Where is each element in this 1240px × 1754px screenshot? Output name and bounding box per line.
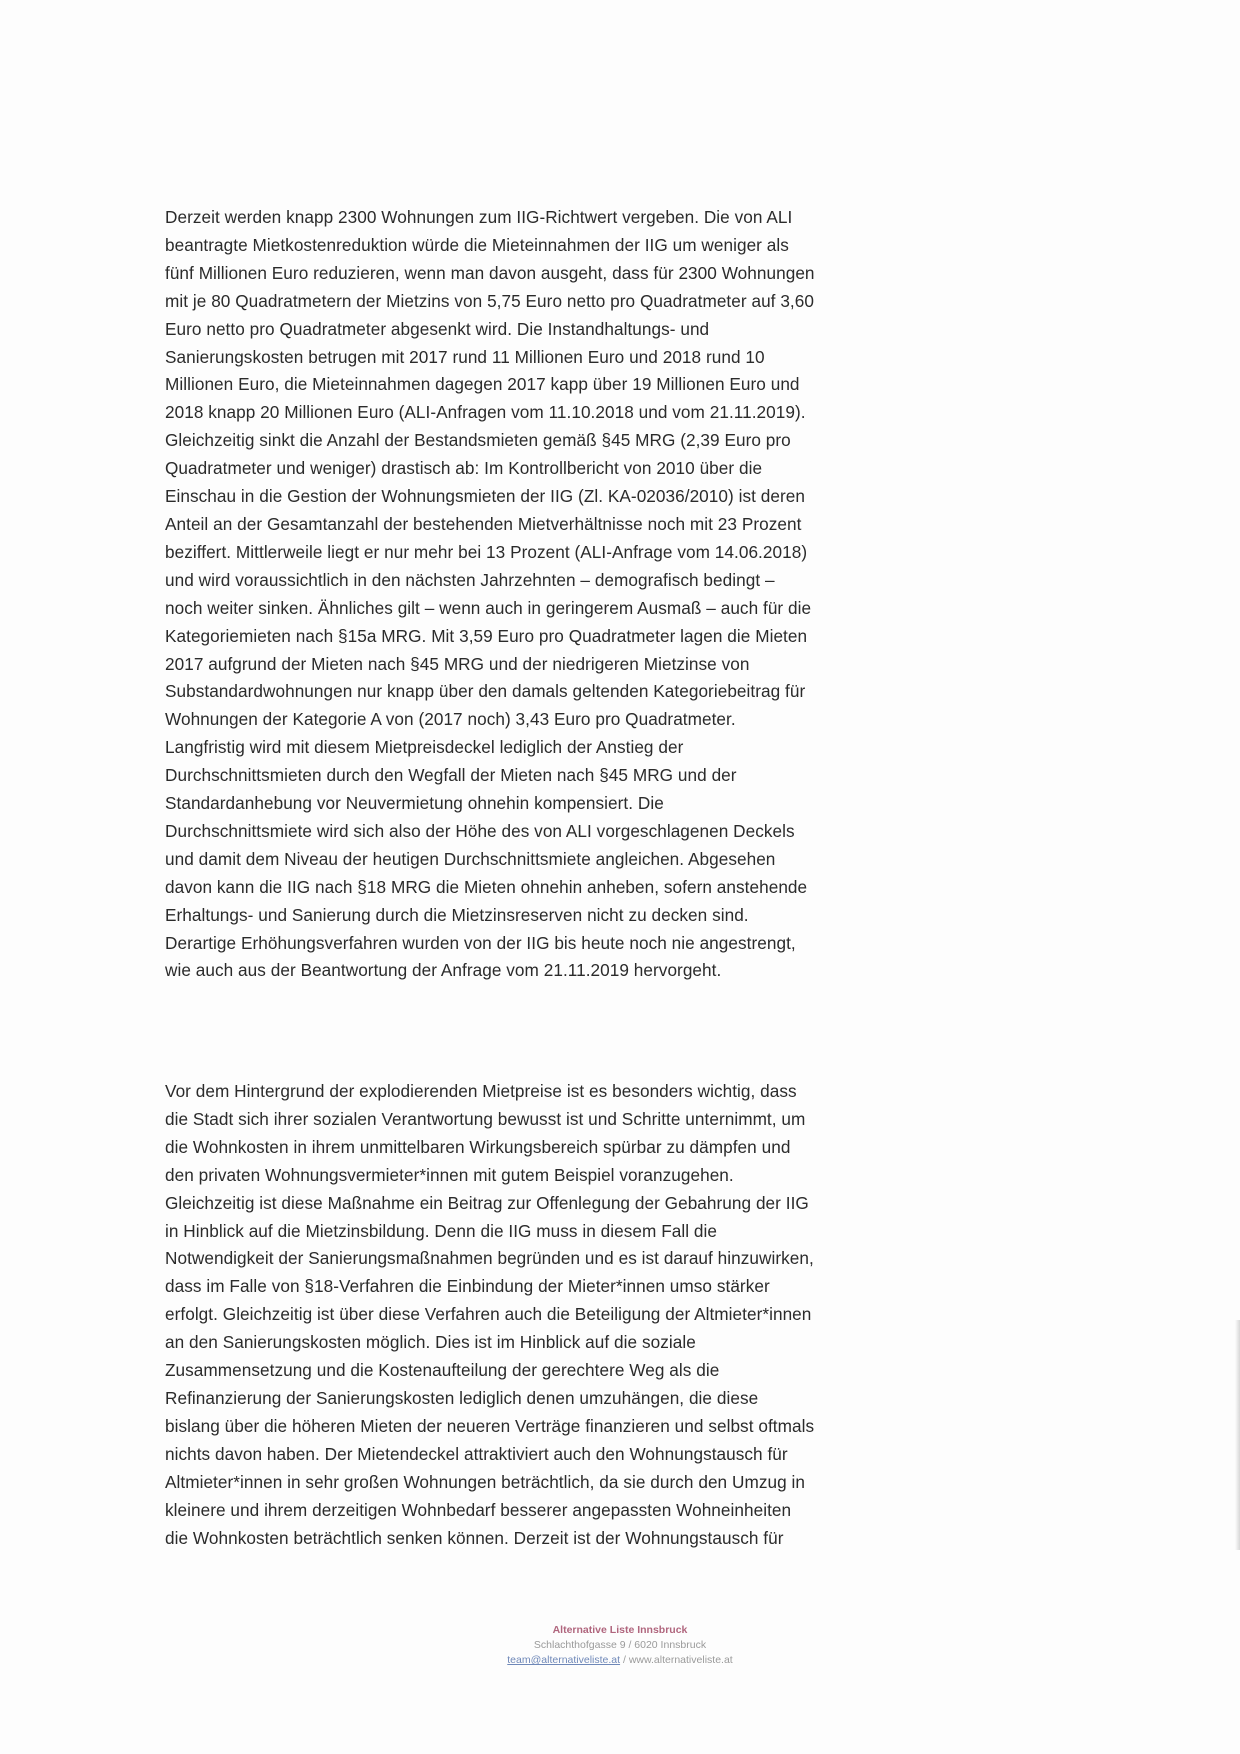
text-line: in Hinblick auf die Mietzinsbildung. Denn die IIG muss in diesem Fall die <box>165 1220 717 1241</box>
text-line: wie auch aus der Beantwortung der Anfrage vom 21.11.2019 hervorgeht. <box>165 960 722 981</box>
text-line: die Wohnkosten in ihrem unmittelbaren Wirkungsbereich spürbar zu dämpfen und <box>165 1136 791 1157</box>
text-line: davon kann die IIG nach §18 MRG die Mieten ohnehin anheben, sofern anstehende <box>165 876 808 897</box>
text-line: den privaten Wohnungsvermieter*innen mit gutem Beispiel voranzugehen. <box>165 1164 734 1185</box>
footer-website[interactable]: www.alternativeliste.at <box>628 1654 733 1666</box>
text-line: Derartige Erhöhungsverfahren wurden von der IIG bis heute noch nie angestrengt, <box>165 932 796 953</box>
footer-contact <box>0 1653 1240 1668</box>
text-line: dass im Falle von §18-Verfahren die Einbindung der Mieter*innen umso stärker <box>165 1276 770 1297</box>
text-line: Gleichzeitig sinkt die Anzahl der Bestandsmieten gemäß §45 MRG (2,39 Euro pro <box>165 430 791 451</box>
text-line: 2018 knapp 20 Millionen Euro (ALI-Anfragen vom 11.10.2018 und vom 21.11.2019). <box>165 402 806 423</box>
text-line: Vor dem Hintergrund der explodierenden Mietpreise ist es besonders wichtig, dass <box>165 1081 797 1101</box>
text-line: Anteil an der Gesamtanzahl der bestehenden Mietverhältnisse noch mit 23 Prozent <box>165 513 802 534</box>
footer-organization: Alternative Liste Innsbruck <box>552 1624 688 1636</box>
text-line: beziffert. Mittlerweile liegt er nur mehr bei 13 Prozent (ALI-Anfrage vom 14.06.2018) <box>165 541 808 562</box>
text-line: Substandardwohnungen nur knapp über den damals geltenden Kategoriebeitrag für <box>165 681 806 702</box>
text-line: Standardanhebung vor Neuvermietung ohnehin kompensiert. Die <box>165 793 664 814</box>
text-line: fünf Millionen Euro reduzieren, wenn man davon ausgeht, dass für 2300 Wohnungen <box>165 262 815 283</box>
text-line: Millionen Euro, die Mieteinnahmen dagegen 2017 kapp über 19 Millionen Euro und <box>165 374 800 395</box>
text-line: Sanierungskosten betrugen mit 2017 rund 11 Millionen Euro und 2018 rund 10 <box>165 346 765 367</box>
text-line: beantragte Mietkostenreduktion würde die Mieteinnahmen der IIG um weniger als <box>165 234 789 255</box>
text-line: Durchschnittsmieten durch den Wegfall der Mieten nach §45 MRG und der <box>165 765 737 786</box>
text-line: und damit dem Niveau der heutigen Durchschnittsmiete angleichen. Abgesehen <box>165 848 776 869</box>
text-line: Euro netto pro Quadratmeter abgesenkt wird. Die Instandhaltungs- und <box>165 318 710 339</box>
text-line: Refinanzierung der Sanierungskosten lediglich denen umzuhängen, die diese <box>165 1387 759 1408</box>
page-footer <box>0 1623 1240 1668</box>
footer-separator: / <box>620 1654 629 1666</box>
text-line: bislang über die höheren Mieten der neueren Verträge finanzieren und selbst oftmals <box>165 1415 815 1436</box>
text-line: 2017 aufgrund der Mieten nach §45 MRG und der niedrigeren Mietzinse von <box>165 653 750 674</box>
body-paragraph-1 <box>165 204 1075 985</box>
text-line: Durchschnittsmiete wird sich also der Höhe des von ALI vorgeschlagenen Deckels <box>165 820 795 841</box>
text-line: Langfristig wird mit diesem Mietpreisdeckel lediglich der Anstieg der <box>165 737 684 758</box>
text-line: Notwendigkeit der Sanierungsmaßnahmen begründen und es ist darauf hinzuwirken, <box>165 1248 814 1269</box>
text-line: und wird voraussichtlich in den nächsten Jahrzehnten – demografisch bedingt – <box>165 569 775 590</box>
text-line: Derzeit werden knapp 2300 Wohnungen zum IIG-Richtwert vergeben. Die von ALI <box>165 207 793 227</box>
text-line: die Wohnkosten beträchtlich senken können. Derzeit ist der Wohnungstausch für <box>165 1527 784 1548</box>
text-line: Gleichzeitig ist diese Maßnahme ein Beitrag zur Offenlegung der Gebahrung der IIG <box>165 1192 809 1213</box>
footer-email-link[interactable]: team@alternativeliste.at <box>507 1654 621 1666</box>
scan-edge-shadow <box>1235 1320 1240 1550</box>
text-line: kleinere und ihrem derzeitigen Wohnbedarf besserer angepassten Wohneinheiten <box>165 1499 792 1520</box>
text-line: die Stadt sich ihrer sozialen Verantwortung bewusst ist und Schritte unternimmt, um <box>165 1108 806 1129</box>
text-line: Erhaltungs- und Sanierung durch die Mietzinsreserven nicht zu decken sind. <box>165 904 749 925</box>
text-line: noch weiter sinken. Ähnliches gilt – wenn auch in geringerem Ausmaß – auch für die <box>165 597 812 618</box>
text-line: Wohnungen der Kategorie A von (2017 noch) 3,43 Euro pro Quadratmeter. <box>165 709 736 730</box>
footer-address: Schlachthofgasse 9 / 6020 Innsbruck <box>533 1639 707 1651</box>
text-line: Einschau in die Gestion der Wohnungsmieten der IIG (Zl. KA-02036/2010) ist deren <box>165 486 805 507</box>
text-line: Altmieter*innen in sehr großen Wohnungen beträchtlich, da sie durch den Umzug in <box>165 1471 805 1492</box>
text-line: erfolgt. Gleichzeitig ist über diese Verfahren auch die Beteiligung der Altmieter*innen <box>165 1304 812 1325</box>
text-line: Zusammensetzung und die Kostenaufteilung der gerechtere Weg als die <box>165 1360 720 1381</box>
body-paragraph-2 <box>165 1078 1075 1552</box>
text-line: an den Sanierungskosten möglich. Dies ist im Hinblick auf die soziale <box>165 1332 696 1353</box>
text-line: Quadratmeter und weniger) drastisch ab: Im Kontrollbericht von 2010 über die <box>165 458 763 479</box>
text-line: nichts davon haben. Der Mietendeckel attraktiviert auch den Wohnungstausch für <box>165 1443 788 1464</box>
text-line: Kategoriemieten nach §15a MRG. Mit 3,59 Euro pro Quadratmeter lagen die Mieten <box>165 625 808 646</box>
text-line: mit je 80 Quadratmetern der Mietzins von 5,75 Euro netto pro Quadratmeter auf 3,60 <box>165 290 814 311</box>
